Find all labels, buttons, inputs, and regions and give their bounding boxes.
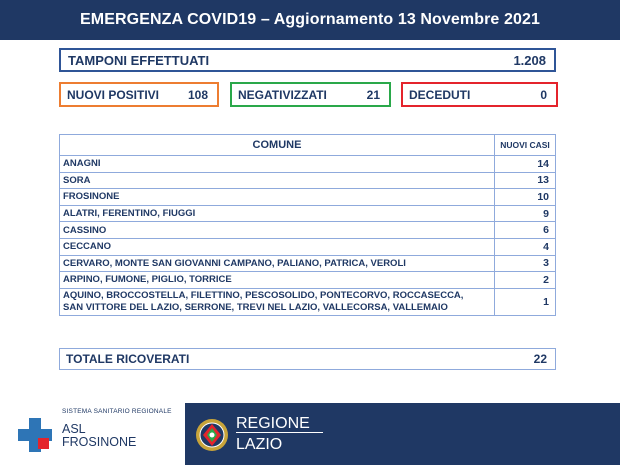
comune-cell: CERVARO, MONTE SAN GIOVANNI CAMPANO, PALIANO, PATRICA, VEROLI xyxy=(60,255,495,272)
casi-cell: 3 xyxy=(495,255,556,272)
table-row xyxy=(60,205,556,222)
regione-label: REGIONE xyxy=(236,415,310,432)
comune-cell xyxy=(60,288,495,315)
table-row xyxy=(60,272,556,289)
casi-cell: 10 xyxy=(495,189,556,206)
negativizzati-box xyxy=(230,82,391,107)
asl-name-line2: FROSINONE xyxy=(62,435,137,449)
comune-cell: FROSINONE xyxy=(60,189,495,206)
table-row xyxy=(60,172,556,189)
ricoverati-label: TOTALE RICOVERATI xyxy=(66,352,190,366)
nuovi-casi-header: NUOVI CASI xyxy=(495,135,556,156)
asl-logo-block xyxy=(0,396,185,465)
casi-cell: 1 xyxy=(495,288,556,315)
deceduti-value: 0 xyxy=(540,87,547,102)
comune-cell: CECCANO xyxy=(60,238,495,255)
comune-header: COMUNE xyxy=(60,135,495,156)
comune-cell-line1: AQUINO, BROCCOSTELLA, FILETTINO, PESCOSOLIDO, PONTECORVO, ROCCASECCA, xyxy=(63,289,464,301)
comuni-table xyxy=(59,134,556,316)
table-row xyxy=(60,238,556,255)
casi-cell: 4 xyxy=(495,238,556,255)
lazio-label: LAZIO xyxy=(236,436,283,453)
negativizzati-value: 21 xyxy=(366,87,380,102)
comune-cell-line2: SAN VITTORE DEL LAZIO, SERRONE, TREVI NEL LAZIO, VALLECORSA, VALLEMAIO xyxy=(63,301,448,313)
comune-cell: CASSINO xyxy=(60,222,495,239)
deceduti-box xyxy=(401,82,558,107)
page-title: EMERGENZA COVID19 – Aggiornamento 13 Novembre 2021 xyxy=(80,11,540,28)
asl-cross-icon xyxy=(18,418,52,452)
comune-cell: ALATRI, FERENTINO, FIUGGI xyxy=(60,205,495,222)
tamponi-label: TAMPONI EFFETTUATI xyxy=(68,52,210,68)
deceduti-label: DECEDUTI xyxy=(409,87,471,102)
casi-cell: 13 xyxy=(495,172,556,189)
casi-cell: 6 xyxy=(495,222,556,239)
asl-name xyxy=(62,423,136,449)
regione-divider xyxy=(236,432,323,433)
table-row xyxy=(60,288,556,315)
nuovi-positivi-label: NUOVI POSITIVI xyxy=(67,87,160,102)
regione-lazio-crest-icon xyxy=(195,415,229,455)
comune-cell: SORA xyxy=(60,172,495,189)
comune-cell: ANAGNI xyxy=(60,156,495,173)
asl-name-line1: ASL xyxy=(62,422,86,436)
tamponi-value: 1.208 xyxy=(513,52,546,68)
page-header xyxy=(0,0,620,40)
ricoverati-value: 22 xyxy=(533,352,547,366)
negativizzati-label: NEGATIVIZZATI xyxy=(238,87,327,102)
comune-cell: ARPINO, FUMONE, PIGLIO, TORRICE xyxy=(60,272,495,289)
regione-lazio-banner xyxy=(185,403,620,465)
table-row xyxy=(60,189,556,206)
tamponi-box xyxy=(59,48,556,72)
table-row xyxy=(60,222,556,239)
nuovi-positivi-value: 108 xyxy=(187,87,208,102)
table-header-row xyxy=(60,135,556,156)
nuovi-positivi-box xyxy=(59,82,219,107)
totale-ricoverati-box xyxy=(59,348,556,370)
casi-cell: 2 xyxy=(495,272,556,289)
asl-subtitle: SISTEMA SANITARIO REGIONALE xyxy=(62,408,172,415)
casi-cell: 14 xyxy=(495,156,556,173)
table-row xyxy=(60,156,556,173)
table-row xyxy=(60,255,556,272)
casi-cell: 9 xyxy=(495,205,556,222)
